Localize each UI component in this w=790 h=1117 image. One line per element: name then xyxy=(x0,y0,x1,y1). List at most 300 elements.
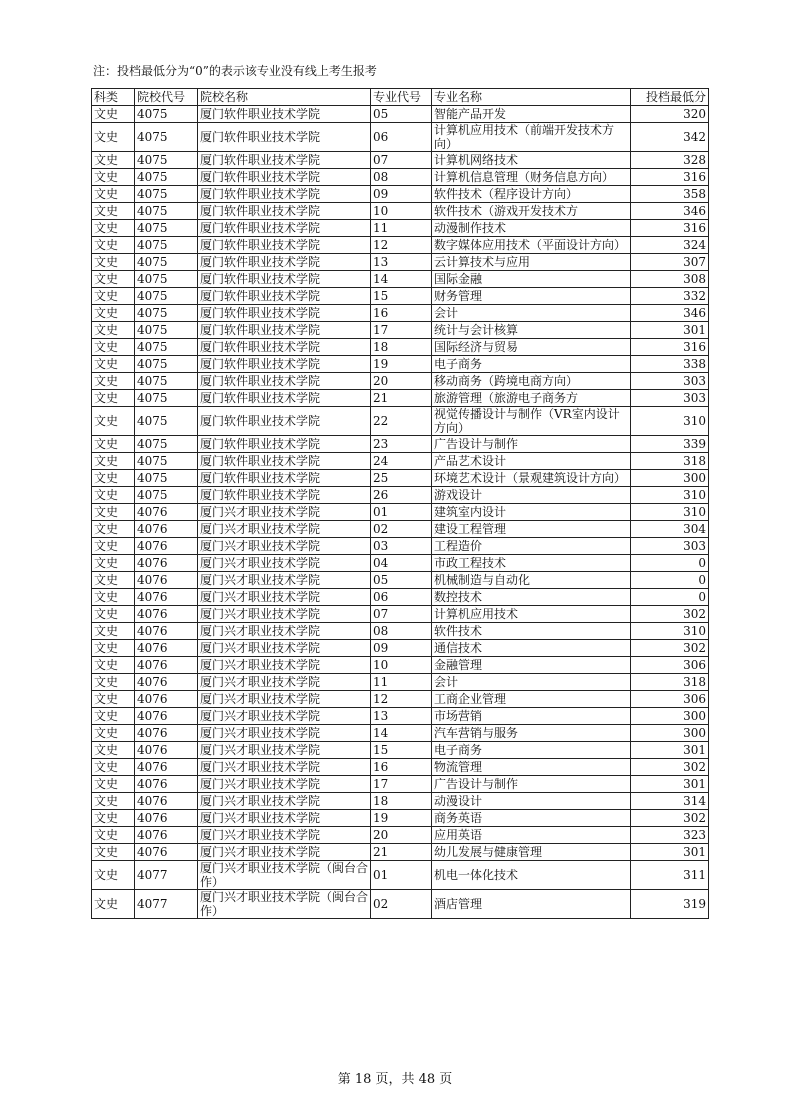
cell-min-score: 0 xyxy=(631,589,709,606)
cell-category: 文史 xyxy=(92,538,135,555)
cell-major-name: 数控技术 xyxy=(432,589,631,606)
cell-category: 文史 xyxy=(92,322,135,339)
cell-school-name: 厦门兴才职业技术学院 xyxy=(198,844,371,861)
cell-min-score: 311 xyxy=(631,861,709,890)
cell-category: 文史 xyxy=(92,487,135,504)
cell-major-code: 05 xyxy=(371,572,432,589)
cell-school-name: 厦门兴才职业技术学院 xyxy=(198,640,371,657)
cell-category: 文史 xyxy=(92,623,135,640)
cell-category: 文史 xyxy=(92,123,135,152)
cell-school-code: 4076 xyxy=(135,708,198,725)
table-note: 注：投档最低分为“0”的表示该专业没有线上考生报考 xyxy=(93,64,377,78)
cell-school-name: 厦门软件职业技术学院 xyxy=(198,305,371,322)
cell-major-name: 环境艺术设计（景观建筑设计方向） xyxy=(432,470,631,487)
cell-major-code: 24 xyxy=(371,453,432,470)
cell-school-code: 4075 xyxy=(135,453,198,470)
cell-major-code: 21 xyxy=(371,390,432,407)
cell-min-score: 301 xyxy=(631,322,709,339)
cell-min-score: 323 xyxy=(631,827,709,844)
cell-min-score: 303 xyxy=(631,373,709,390)
cell-major-name: 建筑室内设计 xyxy=(432,504,631,521)
cell-major-name: 国际金融 xyxy=(432,271,631,288)
cell-school-name: 厦门软件职业技术学院 xyxy=(198,356,371,373)
cell-min-score: 301 xyxy=(631,844,709,861)
cell-min-score: 328 xyxy=(631,152,709,169)
cell-category: 文史 xyxy=(92,555,135,572)
cell-category: 文史 xyxy=(92,827,135,844)
table-row xyxy=(92,322,709,339)
cell-school-code: 4076 xyxy=(135,725,198,742)
cell-category: 文史 xyxy=(92,152,135,169)
cell-min-score: 346 xyxy=(631,305,709,322)
cell-major-code: 19 xyxy=(371,356,432,373)
cell-school-code: 4076 xyxy=(135,623,198,640)
table-row xyxy=(92,657,709,674)
cell-school-code: 4075 xyxy=(135,322,198,339)
cell-school-name: 厦门软件职业技术学院 xyxy=(198,470,371,487)
page-footer: 第 18 页，共 48 页 xyxy=(337,1072,453,1087)
cell-school-code: 4075 xyxy=(135,373,198,390)
cell-major-code: 16 xyxy=(371,759,432,776)
table-row xyxy=(92,793,709,810)
cell-school-code: 4076 xyxy=(135,776,198,793)
cell-school-code: 4076 xyxy=(135,589,198,606)
cell-school-code: 4075 xyxy=(135,407,198,436)
cell-major-code: 14 xyxy=(371,271,432,288)
cell-min-score: 0 xyxy=(631,572,709,589)
table-row xyxy=(92,776,709,793)
table-row xyxy=(92,538,709,555)
cell-school-name: 厦门兴才职业技术学院 xyxy=(198,657,371,674)
cell-school-code: 4075 xyxy=(135,220,198,237)
cell-major-name: 数字媒体应用技术（平面设计方向） xyxy=(432,237,631,254)
cell-school-name: 厦门兴才职业技术学院 xyxy=(198,674,371,691)
cell-major-code: 03 xyxy=(371,538,432,555)
cell-min-score: 307 xyxy=(631,254,709,271)
cell-min-score: 302 xyxy=(631,759,709,776)
cell-major-code: 20 xyxy=(371,373,432,390)
table-row xyxy=(92,844,709,861)
cell-school-code: 4075 xyxy=(135,436,198,453)
cell-major-code: 07 xyxy=(371,606,432,623)
cell-major-code: 15 xyxy=(371,288,432,305)
cell-major-name: 会计 xyxy=(432,674,631,691)
table-row xyxy=(92,606,709,623)
table-row xyxy=(92,237,709,254)
table-row xyxy=(92,254,709,271)
cell-major-name: 物流管理 xyxy=(432,759,631,776)
cell-major-name: 机械制造与自动化 xyxy=(432,572,631,589)
cell-major-code: 07 xyxy=(371,152,432,169)
cell-major-name: 智能产品开发 xyxy=(432,106,631,123)
table-row xyxy=(92,288,709,305)
cell-school-code: 4076 xyxy=(135,691,198,708)
cell-min-score: 310 xyxy=(631,623,709,640)
cell-category: 文史 xyxy=(92,606,135,623)
cell-major-code: 12 xyxy=(371,691,432,708)
cell-major-name: 市政工程技术 xyxy=(432,555,631,572)
cell-school-code: 4077 xyxy=(135,890,198,919)
cell-category: 文史 xyxy=(92,657,135,674)
cell-major-name: 电子商务 xyxy=(432,356,631,373)
cell-category: 文史 xyxy=(92,186,135,203)
cell-category: 文史 xyxy=(92,810,135,827)
cell-category: 文史 xyxy=(92,725,135,742)
cell-min-score: 319 xyxy=(631,890,709,919)
cell-major-code: 21 xyxy=(371,844,432,861)
cell-school-name: 厦门软件职业技术学院 xyxy=(198,152,371,169)
cell-school-name: 厦门软件职业技术学院 xyxy=(198,220,371,237)
cell-major-name: 酒店管理 xyxy=(432,890,631,919)
cell-min-score: 302 xyxy=(631,606,709,623)
cell-school-name: 厦门软件职业技术学院 xyxy=(198,390,371,407)
cell-major-code: 06 xyxy=(371,589,432,606)
admission-score-table xyxy=(91,88,709,919)
cell-min-score: 308 xyxy=(631,271,709,288)
cell-school-code: 4076 xyxy=(135,759,198,776)
cell-major-name: 工商企业管理 xyxy=(432,691,631,708)
table-row xyxy=(92,373,709,390)
cell-category: 文史 xyxy=(92,373,135,390)
cell-min-score: 320 xyxy=(631,106,709,123)
cell-school-code: 4075 xyxy=(135,288,198,305)
cell-category: 文史 xyxy=(92,589,135,606)
table-row xyxy=(92,827,709,844)
cell-major-name: 幼儿发展与健康管理 xyxy=(432,844,631,861)
cell-school-name: 厦门兴才职业技术学院 xyxy=(198,572,371,589)
table-row xyxy=(92,890,709,919)
table-row xyxy=(92,356,709,373)
cell-category: 文史 xyxy=(92,890,135,919)
cell-major-code: 05 xyxy=(371,106,432,123)
cell-min-score: 300 xyxy=(631,725,709,742)
cell-school-name: 厦门软件职业技术学院 xyxy=(198,453,371,470)
cell-min-score: 302 xyxy=(631,810,709,827)
cell-min-score: 310 xyxy=(631,504,709,521)
cell-major-name: 建设工程管理 xyxy=(432,521,631,538)
cell-min-score: 300 xyxy=(631,470,709,487)
cell-school-code: 4076 xyxy=(135,657,198,674)
cell-school-code: 4076 xyxy=(135,674,198,691)
cell-category: 文史 xyxy=(92,305,135,322)
table-row xyxy=(92,436,709,453)
cell-school-code: 4075 xyxy=(135,470,198,487)
cell-min-score: 306 xyxy=(631,691,709,708)
cell-school-code: 4075 xyxy=(135,390,198,407)
cell-school-name: 厦门软件职业技术学院 xyxy=(198,203,371,220)
cell-min-score: 304 xyxy=(631,521,709,538)
table-row xyxy=(92,390,709,407)
cell-school-name: 厦门兴才职业技术学院 xyxy=(198,623,371,640)
header-major-code: 专业代号 xyxy=(371,89,432,106)
table-row xyxy=(92,589,709,606)
cell-school-name: 厦门兴才职业技术学院 xyxy=(198,708,371,725)
table-row xyxy=(92,674,709,691)
table-row xyxy=(92,555,709,572)
cell-major-code: 09 xyxy=(371,640,432,657)
table-row xyxy=(92,521,709,538)
table-row xyxy=(92,810,709,827)
cell-major-code: 01 xyxy=(371,504,432,521)
cell-major-code: 13 xyxy=(371,254,432,271)
cell-min-score: 332 xyxy=(631,288,709,305)
cell-major-name: 金融管理 xyxy=(432,657,631,674)
header-school-name: 院校名称 xyxy=(198,89,371,106)
cell-major-name: 软件技术（程序设计方向） xyxy=(432,186,631,203)
cell-school-code: 4075 xyxy=(135,106,198,123)
cell-category: 文史 xyxy=(92,220,135,237)
cell-major-name: 视觉传播设计与制作（VR室内设计方向） xyxy=(432,407,631,436)
cell-category: 文史 xyxy=(92,470,135,487)
cell-school-name: 厦门兴才职业技术学院（闽台合作） xyxy=(198,890,371,919)
cell-major-name: 计算机应用技术 xyxy=(432,606,631,623)
cell-category: 文史 xyxy=(92,504,135,521)
cell-school-code: 4075 xyxy=(135,339,198,356)
cell-school-code: 4075 xyxy=(135,169,198,186)
cell-major-name: 汽车营销与服务 xyxy=(432,725,631,742)
cell-major-code: 15 xyxy=(371,742,432,759)
table-row xyxy=(92,305,709,322)
table-row xyxy=(92,339,709,356)
cell-min-score: 316 xyxy=(631,339,709,356)
cell-school-name: 厦门兴才职业技术学院 xyxy=(198,810,371,827)
cell-school-code: 4077 xyxy=(135,861,198,890)
cell-min-score: 324 xyxy=(631,237,709,254)
header-school-code: 院校代号 xyxy=(135,89,198,106)
cell-school-code: 4076 xyxy=(135,521,198,538)
cell-category: 文史 xyxy=(92,407,135,436)
cell-major-code: 17 xyxy=(371,776,432,793)
cell-major-name: 云计算技术与应用 xyxy=(432,254,631,271)
cell-min-score: 316 xyxy=(631,220,709,237)
cell-school-code: 4076 xyxy=(135,555,198,572)
table-row xyxy=(92,487,709,504)
table-row xyxy=(92,470,709,487)
cell-category: 文史 xyxy=(92,793,135,810)
cell-min-score: 302 xyxy=(631,640,709,657)
cell-school-code: 4075 xyxy=(135,356,198,373)
cell-major-name: 计算机信息管理（财务信息方向） xyxy=(432,169,631,186)
cell-major-code: 01 xyxy=(371,861,432,890)
cell-major-code: 18 xyxy=(371,339,432,356)
table-row xyxy=(92,725,709,742)
table-row xyxy=(92,759,709,776)
header-category: 科类 xyxy=(92,89,135,106)
cell-school-name: 厦门软件职业技术学院 xyxy=(198,169,371,186)
cell-min-score: 358 xyxy=(631,186,709,203)
table-row xyxy=(92,169,709,186)
cell-min-score: 303 xyxy=(631,390,709,407)
cell-school-name: 厦门软件职业技术学院 xyxy=(198,487,371,504)
cell-min-score: 314 xyxy=(631,793,709,810)
cell-major-code: 12 xyxy=(371,237,432,254)
cell-min-score: 303 xyxy=(631,538,709,555)
cell-major-code: 08 xyxy=(371,623,432,640)
cell-major-code: 11 xyxy=(371,220,432,237)
cell-major-name: 工程造价 xyxy=(432,538,631,555)
cell-category: 文史 xyxy=(92,776,135,793)
header-major-name: 专业名称 xyxy=(432,89,631,106)
cell-school-name: 厦门软件职业技术学院 xyxy=(198,254,371,271)
cell-major-name: 软件技术 xyxy=(432,623,631,640)
cell-school-code: 4076 xyxy=(135,844,198,861)
table-row xyxy=(92,203,709,220)
cell-category: 文史 xyxy=(92,169,135,186)
table-row xyxy=(92,861,709,890)
cell-major-code: 17 xyxy=(371,322,432,339)
cell-school-name: 厦门兴才职业技术学院 xyxy=(198,742,371,759)
cell-category: 文史 xyxy=(92,288,135,305)
cell-min-score: 338 xyxy=(631,356,709,373)
cell-major-name: 软件技术（游戏开发技术方 xyxy=(432,203,631,220)
cell-category: 文史 xyxy=(92,674,135,691)
cell-school-name: 厦门软件职业技术学院 xyxy=(198,106,371,123)
cell-school-name: 厦门软件职业技术学院 xyxy=(198,288,371,305)
cell-school-name: 厦门兴才职业技术学院 xyxy=(198,793,371,810)
table-row xyxy=(92,186,709,203)
cell-major-name: 电子商务 xyxy=(432,742,631,759)
cell-category: 文史 xyxy=(92,356,135,373)
cell-category: 文史 xyxy=(92,254,135,271)
cell-major-name: 广告设计与制作 xyxy=(432,776,631,793)
cell-school-code: 4076 xyxy=(135,810,198,827)
cell-school-name: 厦门兴才职业技术学院 xyxy=(198,504,371,521)
table-row xyxy=(92,271,709,288)
cell-min-score: 301 xyxy=(631,742,709,759)
cell-major-code: 23 xyxy=(371,436,432,453)
cell-category: 文史 xyxy=(92,742,135,759)
cell-major-name: 产品艺术设计 xyxy=(432,453,631,470)
cell-school-code: 4076 xyxy=(135,572,198,589)
cell-major-name: 应用英语 xyxy=(432,827,631,844)
cell-school-code: 4075 xyxy=(135,203,198,220)
header-min-score: 投档最低分 xyxy=(631,89,709,106)
table-header-row xyxy=(92,89,709,106)
cell-major-code: 19 xyxy=(371,810,432,827)
cell-major-name: 旅游管理（旅游电子商务方 xyxy=(432,390,631,407)
cell-category: 文史 xyxy=(92,106,135,123)
table-row xyxy=(92,623,709,640)
table-row xyxy=(92,453,709,470)
table-row xyxy=(92,708,709,725)
cell-school-name: 厦门软件职业技术学院 xyxy=(198,186,371,203)
cell-school-code: 4075 xyxy=(135,123,198,152)
cell-major-code: 13 xyxy=(371,708,432,725)
cell-school-code: 4075 xyxy=(135,186,198,203)
cell-category: 文史 xyxy=(92,453,135,470)
cell-major-name: 移动商务（跨境电商方向） xyxy=(432,373,631,390)
cell-min-score: 316 xyxy=(631,169,709,186)
cell-major-code: 09 xyxy=(371,186,432,203)
cell-min-score: 310 xyxy=(631,487,709,504)
cell-school-code: 4076 xyxy=(135,640,198,657)
cell-major-code: 25 xyxy=(371,470,432,487)
cell-major-code: 14 xyxy=(371,725,432,742)
cell-major-name: 财务管理 xyxy=(432,288,631,305)
cell-school-code: 4075 xyxy=(135,237,198,254)
cell-category: 文史 xyxy=(92,237,135,254)
cell-major-code: 18 xyxy=(371,793,432,810)
cell-school-name: 厦门兴才职业技术学院（闽台合作） xyxy=(198,861,371,890)
cell-school-code: 4076 xyxy=(135,742,198,759)
table-row xyxy=(92,504,709,521)
cell-school-name: 厦门软件职业技术学院 xyxy=(198,322,371,339)
table-row xyxy=(92,691,709,708)
cell-school-name: 厦门兴才职业技术学院 xyxy=(198,606,371,623)
cell-school-name: 厦门软件职业技术学院 xyxy=(198,339,371,356)
cell-major-name: 计算机网络技术 xyxy=(432,152,631,169)
cell-category: 文史 xyxy=(92,759,135,776)
cell-major-name: 统计与会计核算 xyxy=(432,322,631,339)
cell-school-name: 厦门兴才职业技术学院 xyxy=(198,691,371,708)
cell-category: 文史 xyxy=(92,861,135,890)
cell-category: 文史 xyxy=(92,640,135,657)
table-row xyxy=(92,407,709,436)
cell-min-score: 310 xyxy=(631,407,709,436)
table-row xyxy=(92,106,709,123)
cell-category: 文史 xyxy=(92,691,135,708)
cell-school-code: 4076 xyxy=(135,538,198,555)
table-row xyxy=(92,123,709,152)
cell-major-code: 10 xyxy=(371,203,432,220)
cell-category: 文史 xyxy=(92,708,135,725)
cell-category: 文史 xyxy=(92,436,135,453)
table-row xyxy=(92,742,709,759)
cell-major-name: 动漫设计 xyxy=(432,793,631,810)
cell-min-score: 300 xyxy=(631,708,709,725)
cell-school-code: 4076 xyxy=(135,827,198,844)
cell-min-score: 339 xyxy=(631,436,709,453)
cell-major-name: 动漫制作技术 xyxy=(432,220,631,237)
cell-min-score: 0 xyxy=(631,555,709,572)
cell-major-name: 机电一体化技术 xyxy=(432,861,631,890)
cell-major-name: 会计 xyxy=(432,305,631,322)
cell-category: 文史 xyxy=(92,390,135,407)
cell-min-score: 346 xyxy=(631,203,709,220)
cell-school-name: 厦门兴才职业技术学院 xyxy=(198,725,371,742)
cell-school-name: 厦门兴才职业技术学院 xyxy=(198,555,371,572)
cell-major-code: 02 xyxy=(371,521,432,538)
cell-major-name: 通信技术 xyxy=(432,640,631,657)
cell-major-name: 游戏设计 xyxy=(432,487,631,504)
cell-school-name: 厦门兴才职业技术学院 xyxy=(198,759,371,776)
cell-major-name: 商务英语 xyxy=(432,810,631,827)
cell-school-code: 4076 xyxy=(135,606,198,623)
cell-min-score: 318 xyxy=(631,674,709,691)
cell-school-code: 4075 xyxy=(135,152,198,169)
cell-school-name: 厦门软件职业技术学院 xyxy=(198,271,371,288)
cell-school-name: 厦门兴才职业技术学院 xyxy=(198,589,371,606)
cell-school-name: 厦门兴才职业技术学院 xyxy=(198,827,371,844)
cell-school-name: 厦门兴才职业技术学院 xyxy=(198,521,371,538)
cell-major-code: 04 xyxy=(371,555,432,572)
cell-school-code: 4076 xyxy=(135,793,198,810)
cell-min-score: 342 xyxy=(631,123,709,152)
cell-school-name: 厦门兴才职业技术学院 xyxy=(198,538,371,555)
cell-major-code: 20 xyxy=(371,827,432,844)
cell-category: 文史 xyxy=(92,572,135,589)
cell-school-name: 厦门软件职业技术学院 xyxy=(198,237,371,254)
cell-major-code: 11 xyxy=(371,674,432,691)
cell-min-score: 306 xyxy=(631,657,709,674)
table-row xyxy=(92,220,709,237)
cell-major-code: 10 xyxy=(371,657,432,674)
cell-major-name: 广告设计与制作 xyxy=(432,436,631,453)
cell-school-name: 厦门软件职业技术学院 xyxy=(198,123,371,152)
cell-school-code: 4075 xyxy=(135,487,198,504)
cell-major-code: 08 xyxy=(371,169,432,186)
cell-school-code: 4075 xyxy=(135,305,198,322)
